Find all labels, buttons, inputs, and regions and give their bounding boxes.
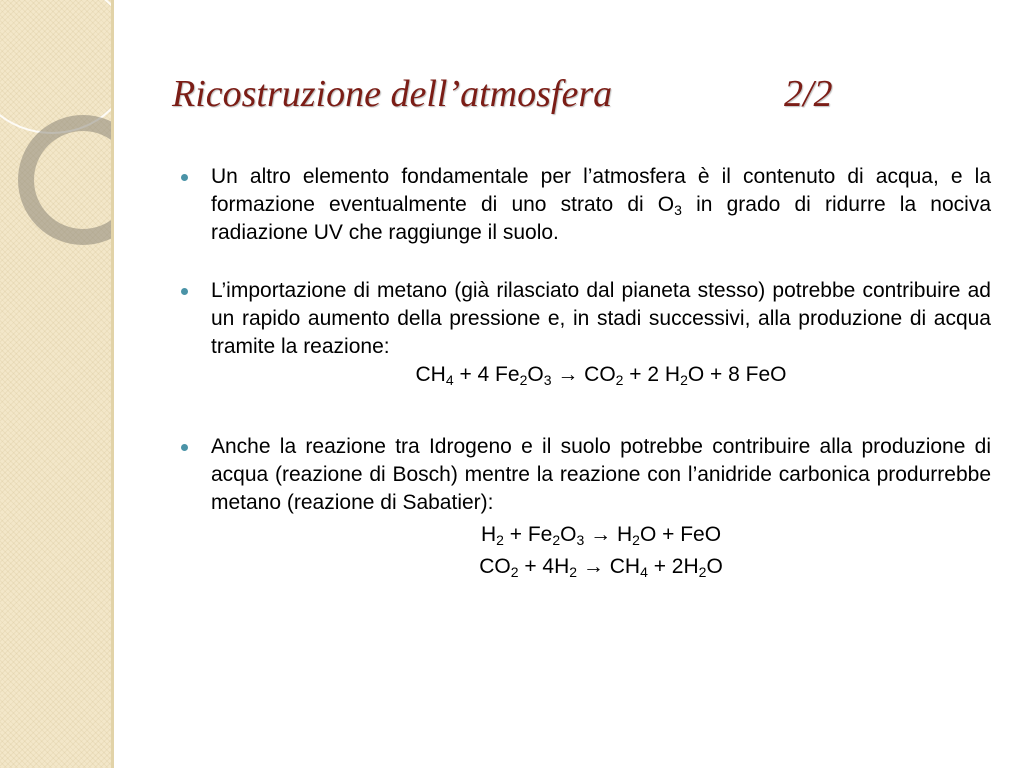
bullet-item [178,277,991,361]
slide-title-text: Ricostruzione dell’atmosfera [172,73,613,115]
bullet-item [178,433,991,517]
slide-content [178,163,991,581]
decorative-ring-dark [18,115,112,245]
bullet-text: L’importazione di metano (già rilasciato dal pianeta stesso) potrebbe contribuire ad un rapido aumento della pressione e, in stadi successivi, alla produzione di acqua tramite la reazione: [211,279,991,358]
slide-title [172,72,872,116]
bullet-icon [181,288,188,295]
decorative-side-band [0,0,112,768]
bullet-item [178,163,991,247]
bullet-text: Un altro elemento fondamentale per l’atmosfera è il contenuto di acqua, e la formazione eventualmente di uno strato di $O_3$ in grado di ridurre la nociva radiazione UV che raggiunge il suolo. [211,165,992,244]
slide-number: 2/2 [784,73,833,115]
bullet-text: Anche la reazione tra Idrogeno e il suolo potrebbe contribuire alla produzione di acqua (reazione di Bosch) mentre la reazione con l’anidride carbonica produrrebbe metano (reazione di Sabatier): [211,435,991,514]
side-divider [111,0,114,768]
bullet-icon [181,174,188,181]
bullet-icon [181,444,188,451]
decorative-ring-light [0,0,112,134]
subscript: 3 [674,202,682,218]
equation: $CH_4 + 4$ $Fe_2O_3 \to CO_2 + 2$ $H_2O + 8$ FeO [415,363,787,388]
equation: $H_2 + Fe_2O_3 \to H_2O$ + FeO [480,523,722,548]
equation: $CO_2 + 4H_2 \to CH_4 + 2H_2O$ [479,555,723,580]
